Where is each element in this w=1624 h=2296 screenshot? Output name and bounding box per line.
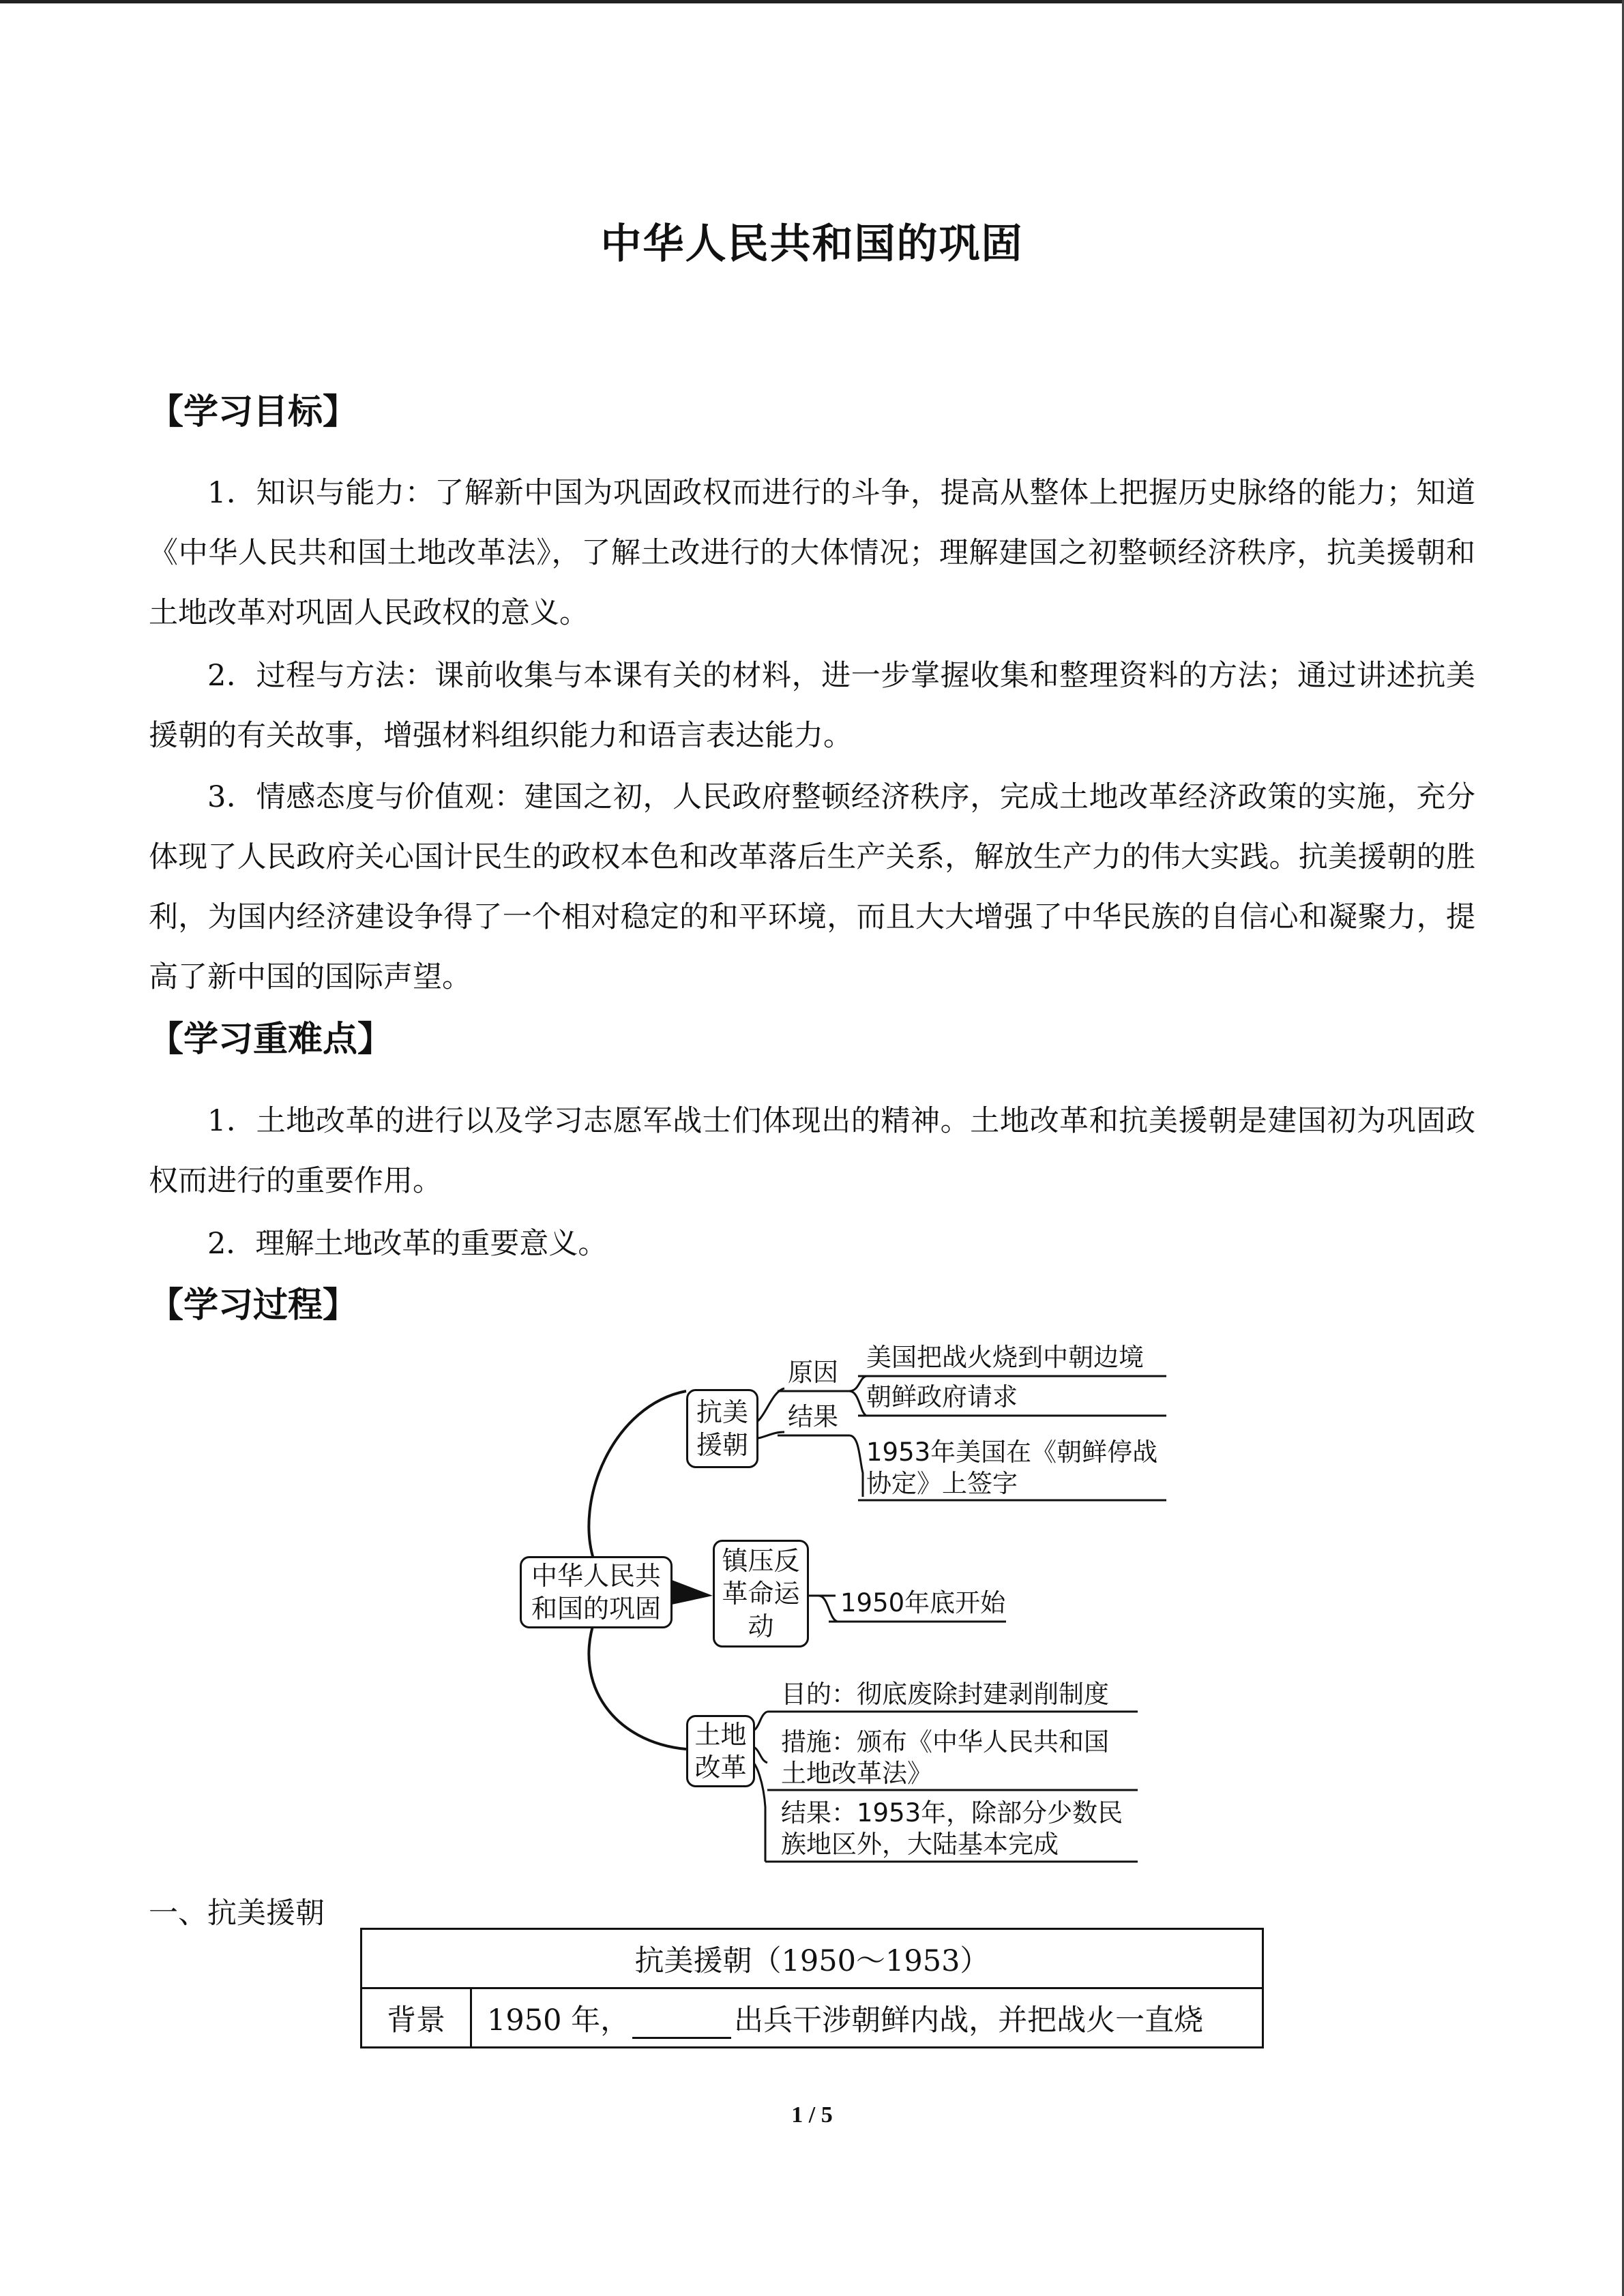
table-row-content — [471, 1988, 1263, 2048]
node-zyfg-line1: 镇压反 — [722, 1546, 800, 1576]
center-node-line1: 中华人民共 — [531, 1561, 661, 1591]
table-title-cell: 抗美援朝（1950～1953） — [361, 1929, 1263, 1988]
table-row — [361, 1988, 1263, 2048]
row-text-suffix: 出兵干涉朝鲜内战，并把战火一直烧 — [734, 2003, 1204, 2038]
page-number: 1 / 5 — [791, 2102, 833, 2128]
branch-curve-bottom — [589, 1620, 686, 1749]
goal-item-1: 1．知识与能力：了解新中国为巩固政权而进行的斗争，提高从整体上把握历史脉络的能力；知道《中华人民共和国土地改革法》，了解土改进行的大体情况；理解建国之初整顿经济秩序，抗美援朝和土地改革对巩固人民政权的意义。 — [149, 476, 1475, 630]
kmyc-cause-2: 朝鲜政府请求 — [866, 1382, 1018, 1412]
difficulty-heading: 【学习重难点】 — [149, 1019, 393, 1060]
kmyc-cause-1: 美国把战火烧到中朝边境 — [866, 1343, 1144, 1372]
tdgg-measure-line1: 措施：颁布《中华人民共和国 — [781, 1727, 1109, 1757]
page-title: 中华人民共和国的巩固 — [600, 220, 1024, 268]
kmyc-result-line1: 1953年美国在《朝鲜停战 — [866, 1437, 1158, 1467]
tdgg-measure-line2: 土地改革法》 — [781, 1759, 932, 1788]
center-node-line2: 和国的巩固 — [531, 1594, 661, 1624]
node-zyfg — [713, 1540, 809, 1648]
difficulty-item-1: 1．土地改革的进行以及学习志愿军战士们体现出的精神。土地改革和抗美援朝是建国初为巩固政权而进行的重要作用。 — [149, 1104, 1475, 1198]
node-tdgg — [686, 1715, 755, 1787]
table-header-row — [361, 1929, 1263, 1988]
node-kmyc — [686, 1389, 758, 1468]
part-one-title: 一、抗美援朝 — [149, 1896, 325, 1930]
zyfg-link-curve — [818, 1596, 838, 1622]
node-kmyc-line1: 抗美 — [696, 1397, 748, 1427]
node-tdgg-line1: 土地 — [694, 1720, 747, 1750]
node-kmyc-line2: 援朝 — [696, 1430, 748, 1460]
mindmap-center-node — [520, 1556, 673, 1628]
goal-item-2: 2．过程与方法：课前收集与本课有关的材料，进一步掌握收集和整理资料的方法；通过讲述抗美援朝的有关故事，增强材料组织能力和语言表达能力。 — [149, 659, 1475, 753]
node-zyfg-line2: 革命运 — [722, 1579, 800, 1609]
node-zyfg-line3: 动 — [748, 1611, 774, 1641]
goal-item-3: 3．情感态度与价值观：建国之初，人民政府整顿经济秩序，完成土地改革经济政策的实施，充分体现了人民政府关心国计民生的政权本色和改革落后生产关系，解放生产力的伟大实践。抗美援朝的胜利，为国内经济建设争得了一个相对稳定的和平环境，而且大大增强了中华民族的自信心和凝聚力，提高了新中国的国际声望。 — [149, 780, 1475, 994]
background-table — [360, 1928, 1264, 2048]
zyfg-arrow — [672, 1580, 713, 1605]
result-link — [849, 1435, 863, 1497]
branch-curve-top — [589, 1391, 686, 1563]
row-text-prefix: 1950 年， — [487, 2003, 630, 2038]
kmyc-result-label: 结果 — [788, 1402, 838, 1431]
goals-heading: 【学习目标】 — [149, 392, 358, 432]
tdgg-result-line1: 结果：1953年，除部分少数民 — [781, 1798, 1123, 1828]
difficulty-item-2: 2．理解土地改革的重要意义。 — [207, 1227, 608, 1261]
tdgg-result-line2: 族地区外，大陆基本完成 — [781, 1830, 1059, 1859]
process-heading: 【学习过程】 — [149, 1285, 358, 1326]
node-tdgg-line2: 改革 — [694, 1753, 747, 1783]
cause-link-2 — [849, 1391, 866, 1416]
tdgg-goal: 目的：彻底废除封建剥削制度 — [781, 1680, 1109, 1709]
cause-link-1 — [849, 1376, 866, 1391]
kmyc-cause-label: 原因 — [788, 1358, 838, 1387]
kmyc-result-line2: 协定》上签字 — [866, 1469, 1018, 1498]
fill-blank[interactable] — [632, 2010, 731, 2039]
zyfg-detail: 1950年底开始 — [840, 1588, 1006, 1617]
table-row-label: 背景 — [361, 1988, 471, 2048]
